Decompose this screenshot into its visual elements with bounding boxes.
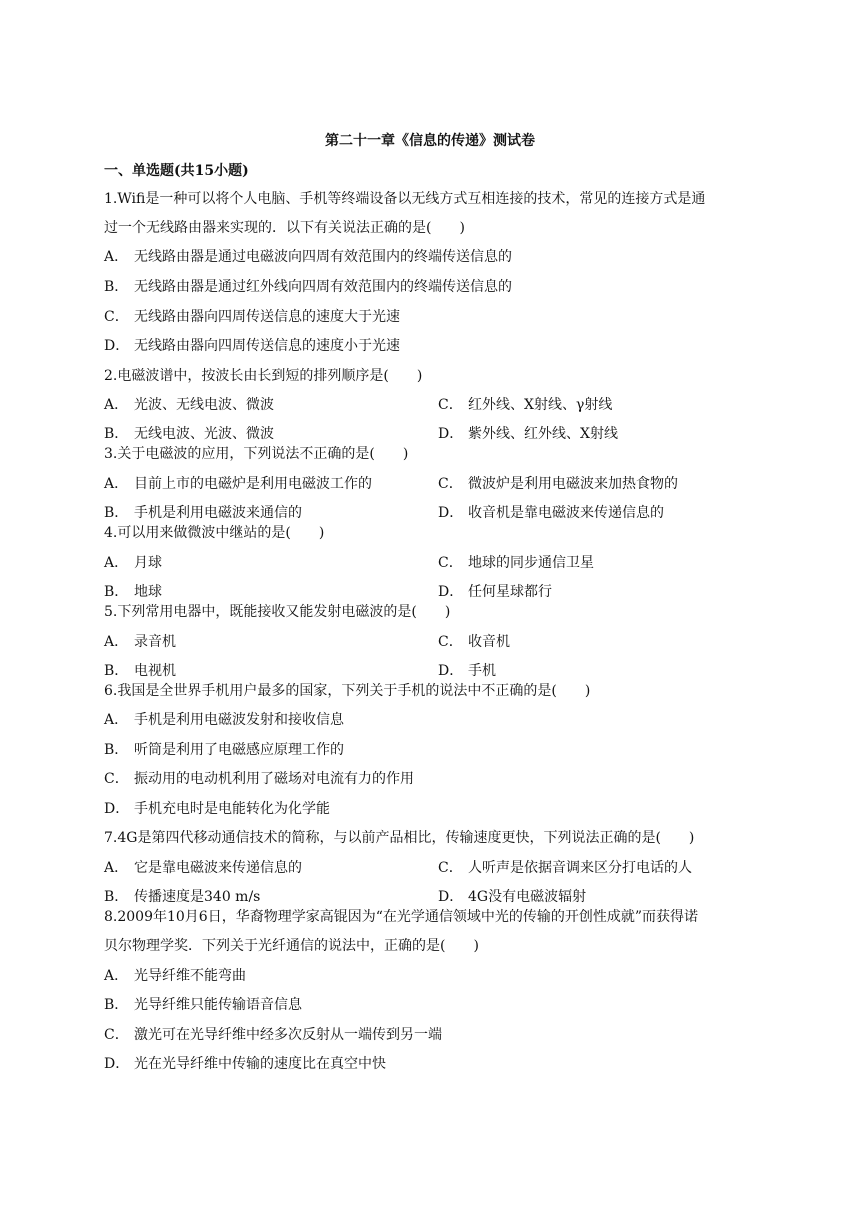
- question-6-option-b: B． 听筒是利用了电磁感应原理工作的: [104, 742, 344, 758]
- question-3-option-b: B． 手机是利用电磁波来通信的: [104, 505, 302, 521]
- question-4-option-d: D． 任何星球都行: [438, 584, 552, 600]
- question-1-option-a: A． 无线路由器是通过电磁波向四周有效范围内的终端传送信息的: [104, 249, 512, 265]
- question-8-option-a: A． 光导纤维不能弯曲: [104, 968, 246, 984]
- question-1-stem-line1: 1.Wifi是一种可以将个人电脑、手机等终端设备以无线方式互相连接的技术，常见的连接方式是通: [104, 191, 706, 207]
- question-2-option-b: B． 无线电波、光波、微波: [104, 426, 274, 442]
- question-7-option-c: C． 人听声是依据音调来区分打电话的人: [438, 860, 692, 876]
- question-3-option-d: D． 收音机是靠电磁波来传递信息的: [438, 505, 664, 521]
- question-6-option-d: D． 手机充电时是电能转化为化学能: [104, 801, 330, 817]
- question-5-option-d: D． 手机: [438, 663, 496, 679]
- question-7-stem: 7.4G是第四代移动通信技术的简称，与以前产品相比，传输速度更快，下列说法正确的是( ): [104, 830, 695, 846]
- question-5-stem: 5.下列常用电器中，既能接收又能发射电磁波的是( ): [104, 604, 451, 620]
- question-6-stem: 6.我国是全世界手机用户最多的国家，下列关于手机的说法中不正确的是( ): [104, 683, 591, 699]
- question-4-stem: 4.可以用来做微波中继站的是( ): [104, 525, 325, 541]
- question-8-stem-line2: 贝尔物理学奖．下列关于光纤通信的说法中，正确的是( ): [104, 938, 479, 954]
- question-1-option-c: C． 无线路由器向四周传送信息的速度大于光速: [104, 309, 400, 325]
- section-heading: 一、单选题(共15小题): [104, 163, 249, 179]
- question-4-option-b: B． 地球: [104, 584, 162, 600]
- question-2-stem: 2.电磁波谱中，按波长由长到短的排列顺序是( ): [104, 368, 423, 384]
- question-3-option-c: C． 微波炉是利用电磁波来加热食物的: [438, 476, 678, 492]
- question-1-option-b: B． 无线路由器是通过红外线向四周有效范围内的终端传送信息的: [104, 279, 512, 295]
- question-8-option-c: C． 激光可在光导纤维中经多次反射从一端传到另一端: [104, 1027, 442, 1043]
- question-7-option-a: A． 它是靠电磁波来传递信息的: [104, 860, 302, 876]
- question-4-option-a: A． 月球: [104, 555, 162, 571]
- question-8-option-b: B． 光导纤维只能传输语音信息: [104, 997, 302, 1013]
- question-7-option-b: B． 传播速度是340 m/s: [104, 889, 261, 905]
- question-3-stem: 3.关于电磁波的应用，下列说法不正确的是( ): [104, 446, 409, 462]
- question-2-option-a: A． 光波、无线电波、微波: [104, 397, 274, 413]
- page-title: 第二十一章《信息的传递》测试卷: [325, 133, 535, 149]
- question-7-option-d: D． 4G没有电磁波辐射: [438, 889, 587, 905]
- question-6-option-c: C． 振动用的电动机利用了磁场对电流有力的作用: [104, 771, 414, 787]
- question-8-stem-line1: 8.2009年10月6日，华裔物理学家高锟因为“在光学通信领域中光的传输的开创性成就”而获得诺: [104, 909, 699, 925]
- question-1-option-d: D． 无线路由器向四周传送信息的速度小于光速: [104, 338, 400, 354]
- question-2-option-c: C． 红外线、X射线、γ射线: [438, 397, 613, 413]
- question-5-option-a: A． 录音机: [104, 634, 176, 650]
- question-5-option-c: C． 收音机: [438, 634, 510, 650]
- question-5-option-b: B． 电视机: [104, 663, 176, 679]
- question-8-option-d: D． 光在光导纤维中传输的速度比在真空中快: [104, 1056, 386, 1072]
- question-4-option-c: C． 地球的同步通信卫星: [438, 555, 594, 571]
- question-1-stem-line2: 过一个无线路由器来实现的．以下有关说法正确的是( ): [104, 220, 465, 236]
- question-2-option-d: D． 紫外线、红外线、X射线: [438, 426, 618, 442]
- question-3-option-a: A． 目前上市的电磁炉是利用电磁波工作的: [104, 476, 372, 492]
- question-6-option-a: A． 手机是利用电磁波发射和接收信息: [104, 712, 344, 728]
